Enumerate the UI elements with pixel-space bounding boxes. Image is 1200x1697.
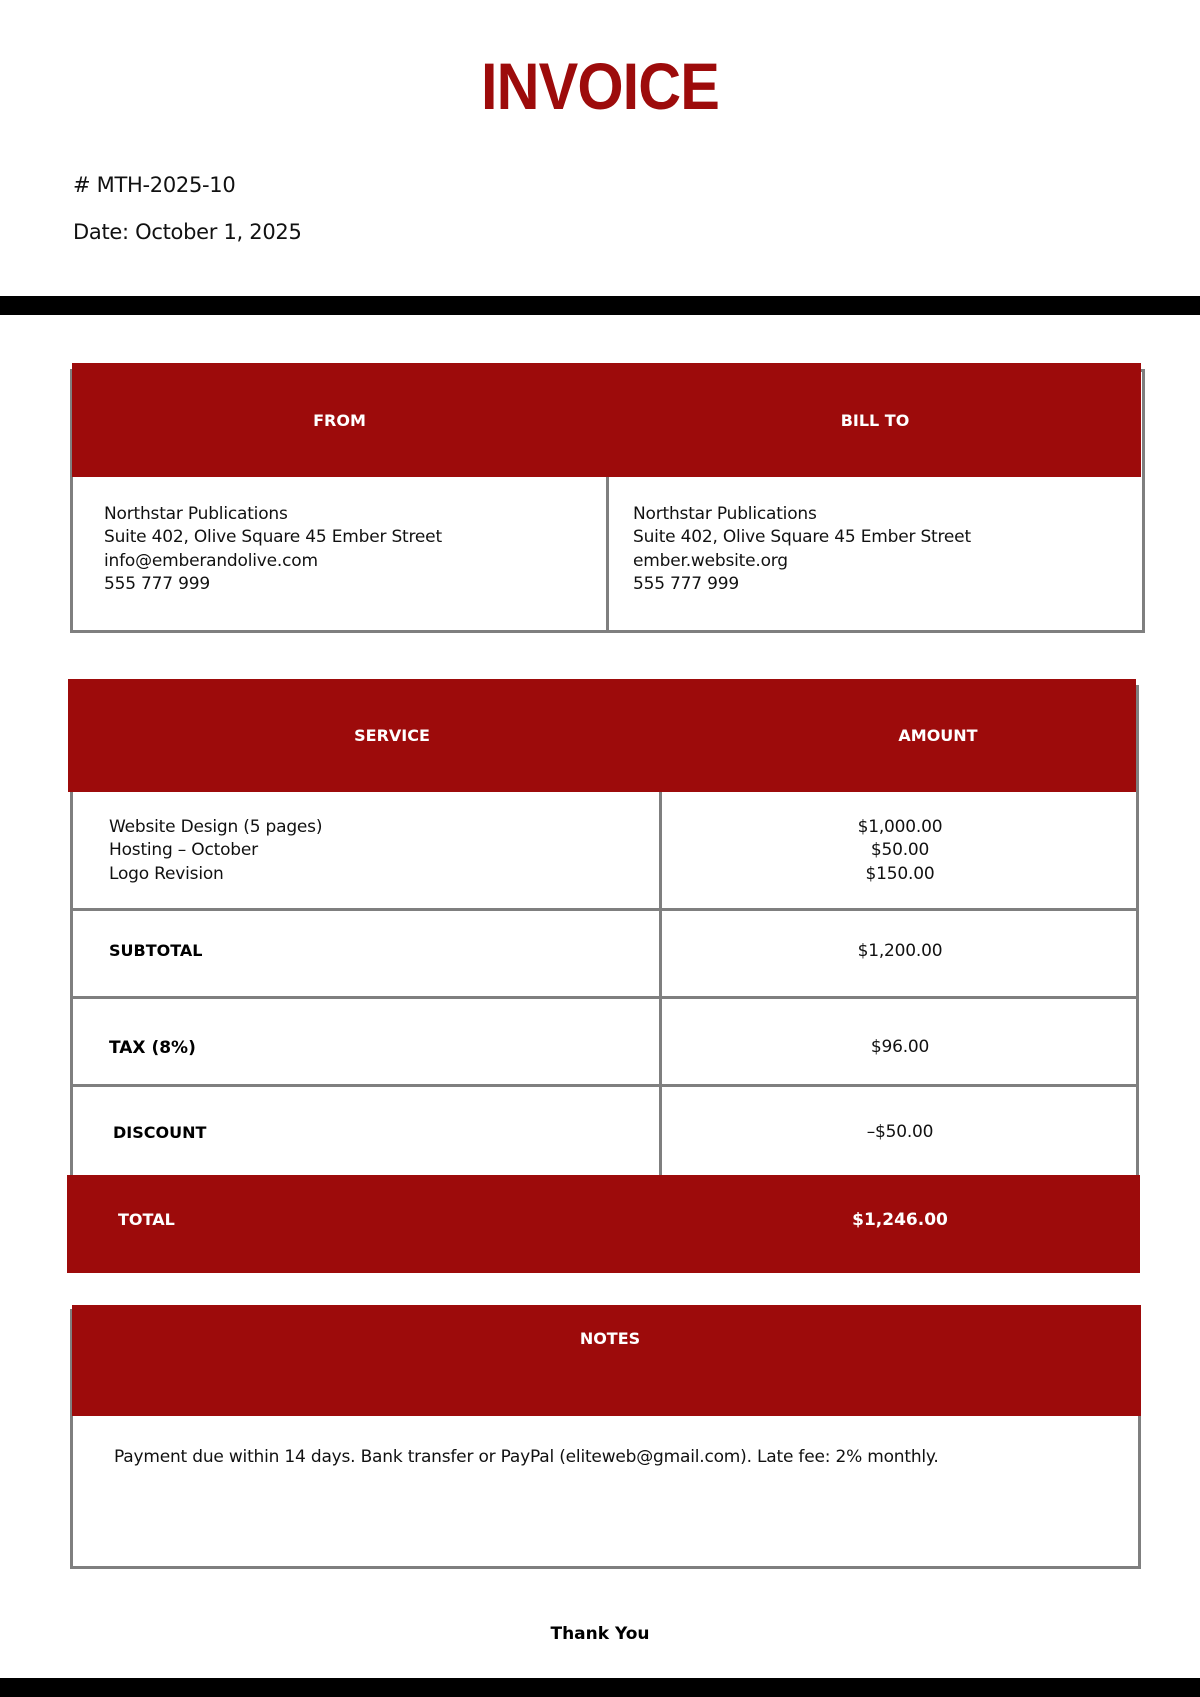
- total-value: $1,246.00: [852, 1210, 948, 1230]
- from-email: info@emberandolive.com: [104, 550, 318, 571]
- bottom-divider-bar: [0, 1678, 1200, 1697]
- tax-label: TAX (8%): [109, 1038, 196, 1058]
- notes-header: [72, 1305, 1141, 1416]
- row-divider: [70, 1084, 1139, 1087]
- service-item: Logo Revision: [109, 863, 224, 884]
- discount-label: DISCOUNT: [113, 1123, 207, 1142]
- from-heading: FROM: [313, 411, 366, 430]
- amount-column-header: AMOUNT: [898, 726, 978, 745]
- service-column-header: SERVICE: [354, 726, 430, 745]
- invoice-date: Date: October 1, 2025: [73, 220, 302, 244]
- from-details: [104, 503, 442, 596]
- bill-to-details: [633, 503, 971, 596]
- invoice-title: INVOICE: [481, 49, 719, 123]
- service-amount: $50.00: [870, 840, 930, 861]
- service-item: Hosting – October: [109, 840, 258, 861]
- service-amounts: [662, 816, 1138, 886]
- bill-to-name: Northstar Publications: [633, 504, 817, 524]
- total-label: TOTAL: [118, 1210, 175, 1229]
- service-amount: $1,000.00: [857, 817, 943, 837]
- bill-to-website: ember.website.org: [633, 550, 788, 571]
- invoice-number: # MTH-2025-10: [73, 173, 236, 197]
- top-divider-bar: [0, 296, 1200, 315]
- service-item: Website Design (5 pages): [109, 817, 323, 837]
- bill-to-address: Suite 402, Olive Square 45 Ember Street: [633, 527, 971, 548]
- from-address: Suite 402, Olive Square 45 Ember Street: [104, 527, 442, 548]
- row-divider: [70, 908, 1139, 911]
- service-items: [109, 816, 322, 886]
- from-phone: 555 777 999: [104, 573, 210, 594]
- notes-text: Payment due within 14 days. Bank transfer or PayPal (eliteweb@gmail.com). Late fee: 2% monthly.: [114, 1447, 939, 1467]
- row-divider: [70, 996, 1139, 999]
- thank-you-text: Thank You: [550, 1624, 650, 1644]
- tax-value: $96.00: [870, 1037, 930, 1057]
- discount-value: –$50.00: [866, 1122, 934, 1142]
- subtotal-label: SUBTOTAL: [109, 941, 203, 960]
- subtotal-value: $1,200.00: [857, 941, 943, 961]
- bill-to-phone: 555 777 999: [633, 573, 739, 594]
- service-amount: $150.00: [865, 863, 935, 884]
- parties-divider: [606, 477, 609, 631]
- from-name: Northstar Publications: [104, 504, 288, 524]
- bill-to-heading: BILL TO: [840, 411, 910, 430]
- notes-heading: NOTES: [579, 1329, 641, 1348]
